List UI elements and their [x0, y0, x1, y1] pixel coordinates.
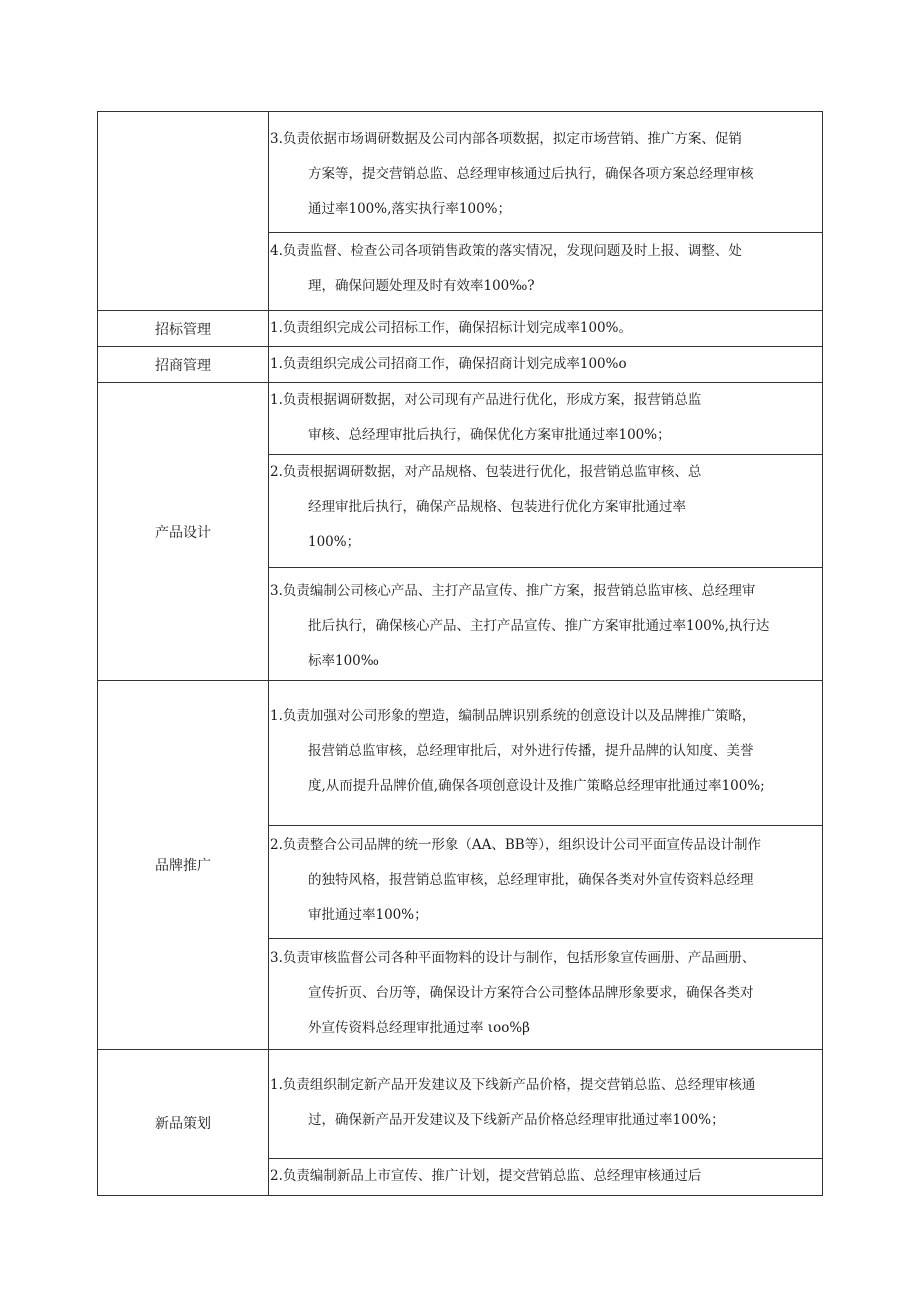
category-cell: 产品设计	[98, 383, 269, 681]
duty-cell	[269, 112, 823, 233]
table-row	[98, 347, 823, 383]
duty-cell	[269, 681, 823, 826]
category-cell: 品牌推广	[98, 681, 269, 1050]
duty-cell	[269, 311, 823, 347]
duty-cell	[269, 939, 823, 1050]
duty-item: 2.负责根据调研数据，对产品规格、包装进行优化，报营销总监审核、总 经理审批后执行，确保产品规格、包装进行优化方案审批通过率 100%；	[270, 464, 702, 550]
duty-cell	[269, 455, 823, 568]
category-cell	[98, 112, 269, 311]
duty-item: 1.负责根据调研数据，对公司现有产品进行优化，形成方案，报营销总监 审核、总经理审批后执行，确保优化方案审批通过率100%；	[270, 392, 702, 443]
duty-cell	[269, 383, 823, 455]
duty-item: 3.负责编制公司核心产品、主打产品宣传、推广方案，报营销总监审核、总经理审 批后执行，确保核心产品、主打产品宣传、推广方案审批通过率100%,执行达 标率100‰	[270, 583, 770, 669]
duty-item: 1.负责组织完成公司招商工作，确保招商计划完成率100%o	[270, 356, 627, 372]
category-cell: 新品策划	[98, 1050, 269, 1196]
table-row	[98, 112, 823, 233]
duty-item: 1.负责加强对公司形象的塑造，编制品牌识别系统的创意设计以及品牌推广策略， 报营销总监审核，总经理审批后，对外进行传播，提升品牌的认知度、美誉 度,从而提升品牌价值,确保各项创意设计及推广策略总经理审批通过率100%;	[270, 708, 765, 794]
duty-cell	[269, 1159, 823, 1196]
category-cell: 招商管理	[98, 347, 269, 383]
duty-cell	[269, 568, 823, 681]
duty-cell	[269, 826, 823, 939]
duty-cell	[269, 1050, 823, 1159]
duty-cell	[269, 347, 823, 383]
table-row	[98, 383, 823, 455]
duty-item: 3.负责依据市场调研数据及公司内部各项数据，拟定市场营销、推广方案、促销 方案等，提交营销总监、总经理审核通过后执行，确保各项方案总经理审核 通过率100%,落实执行率100%；	[270, 131, 754, 217]
table-row	[98, 1050, 823, 1159]
table-row	[98, 311, 823, 347]
duty-item: 1.负责组织完成公司招标工作，确保招标计划完成率100%。	[270, 320, 632, 336]
duty-item: 3.负责审核监督公司各种平面物料的设计与制作，包括形象宣传画册、产品画册、 宣传折页、台历等，确保设计方案符合公司整体品牌形象要求，确保各类对 外宣传资料总经理审批通过率 ιoo%β	[270, 950, 756, 1036]
duty-cell	[269, 233, 823, 311]
duty-item: 4.负责监督、检查公司各项销售政策的落实情况，发现问题及时上报、调整、处 理，确保问题处理及时有效率100‰?	[270, 243, 742, 294]
table-row	[98, 681, 823, 826]
duty-item: 2.负责整合公司品牌的统一形象（AA、BB等），组织设计公司平面宣传品设计制作 的独特风格，报营销总监审核，总经理审批，确保各类对外宣传资料总经理 审批通过率100%；	[270, 837, 761, 923]
duty-item: 2.负责编制新品上市宣传、推广计划，提交营销总监、总经理审核通过后	[270, 1168, 702, 1184]
duty-table	[97, 111, 823, 1196]
category-cell: 招标管理	[98, 311, 269, 347]
duty-item: 1.负责组织制定新产品开发建议及下线新产品价格，提交营销总监、总经理审核通 过，确保新产品开发建议及下线新产品价格总经理审批通过率100%；	[270, 1077, 756, 1128]
